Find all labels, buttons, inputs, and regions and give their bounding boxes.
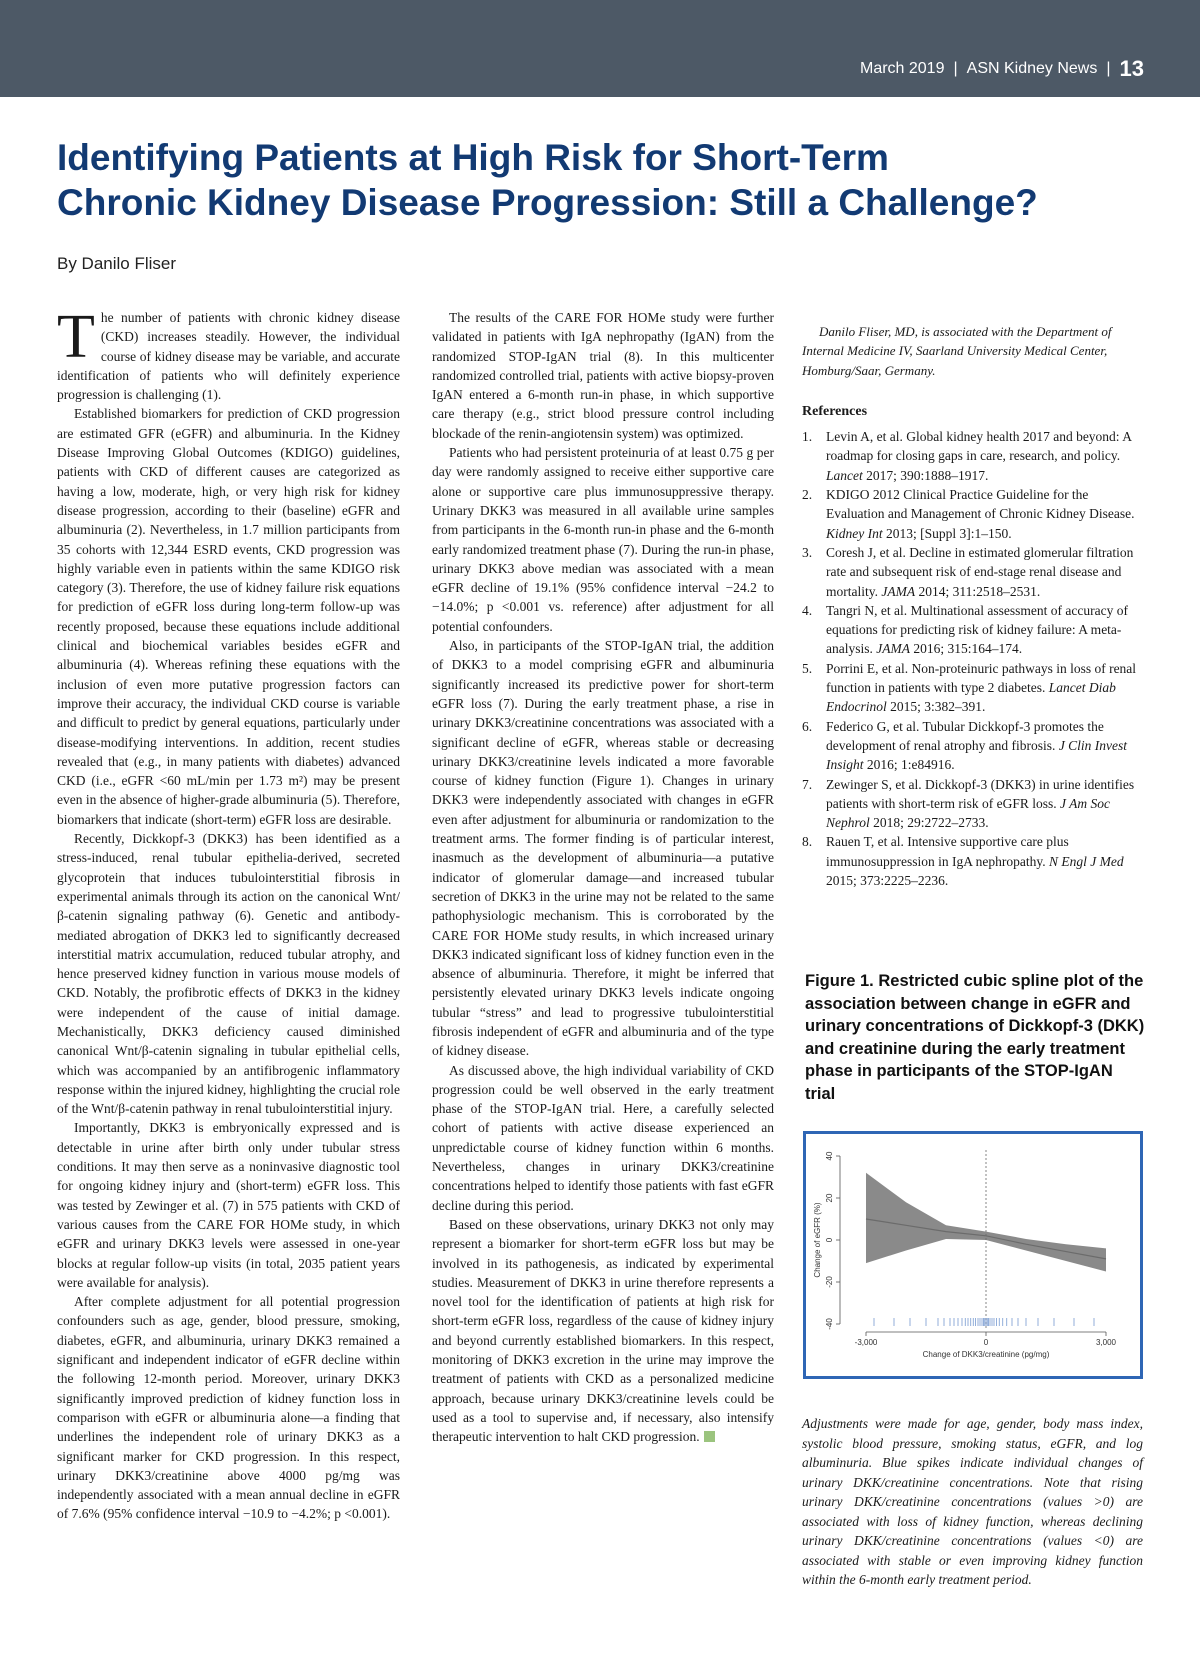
reference-citation: 2013; [Suppl 3]:1–150. — [882, 525, 1012, 541]
paragraph-10 — [432, 1215, 774, 1447]
y-tick-label: 0 — [825, 1237, 834, 1243]
paragraph-8: Also, in participants of the STOP-IgAN trial, the addition of DKK3 to a model comprising eGFR and albuminuria significantly increased its predictive power for short-term eGFR loss (7). During the early treatment phase, a rise in urinary DKK3/creatinine concentrations was associated with a significant decline of eGFR, whereas stable or decreasing urinary DKK3/creatinine levels indicated a more favorable course of kidney function (Figure 1). Changes in urinary DKK3 were independently associated with changes in eGFR even after adjustment for albuminuria or randomization to the treatment arms. The former finding is of particular interest, inasmuch as the development of albuminuria—a putative indicator of glomerular damage—and increased tubular secretion of DKK3 in the urine may not be related to the same pathophysiologic mechanism. This is corroborated by the CARE FOR HOMe study results, in which increased urinary DKK3 indicated significant loss of kidney function even in the absence of albuminuria. Therefore, it might be inferred that persistently elevated urinary DKK3 levels indicate ongoing tubular “stress” and lead to progressive tubulointerstitial fibrosis independent of eGFR and albuminuria and of the type of kidney disease. — [432, 638, 774, 1059]
reference-citation: 2015; 373:2225–2236. — [826, 873, 949, 889]
author-note: Danilo Fliser, MD, is associated with the Department of Internal Medicine IV, Saarland University Medical Center, Homburg/Saar, Germany. — [802, 324, 1112, 378]
publication-name: ASN Kidney News — [966, 60, 1098, 77]
byline: By Danilo Fliser — [57, 254, 177, 273]
reference-text: Zewinger S, et al. Dickkopf-3 (DKK3) in urine identifies patients with short-term risk of eGFR loss. — [826, 776, 1135, 811]
title-line-1: Identifying Patients at High Risk for Short-Term — [57, 137, 889, 178]
reference-citation: 2016; 315:164–174. — [909, 641, 1023, 657]
paragraph-9: As discussed above, the high individual variability of CKD progression could be well observed in the early treatment phase of the STOP-IgAN trial. Here, a carefully selected cohort of patients with active disease experienced an unpredictable course of kidney function within 6 months. Nevertheless, changes in urinary DKK3/creatinine concentrations helped to identify those patients with fast eGFR decline during this period. — [432, 1062, 774, 1213]
reference-item — [802, 659, 1143, 717]
reference-citation: 2017; 390:1888–1917. — [862, 467, 989, 483]
end-mark-icon — [704, 1431, 715, 1442]
reference-text: Levin A, et al. Global kidney health 2017 and beyond: A roadmap for closing gaps in care, research, and policy. — [826, 429, 1132, 464]
x-tick-label: 3,000 — [1095, 1338, 1117, 1347]
paragraph-5: After complete adjustment for all potential progression confounders such as age, gender, blood pressure, smoking, diabetes, eGFR, and albuminuria, urinary DKK3 remained a significant and independent indicator of eGFR decline within the following 12-month period. Moreover, urinary DKK3 significantly improved prediction of kidney function loss in comparison with eGFR or albuminuria alone—a finding that underlines the independent role of urinary DKK3 as a significant marker for CKD progression. In this respect, urinary DKK3/creatinine above 4000 pg/mg was independently associated with a mean annual decline in eGFR of 7.6% (95% confidence interval −10.9 to −4.2%; p <0.001). — [57, 1294, 400, 1522]
y-tick-label: 40 — [825, 1151, 834, 1161]
y-tick-label: -20 — [825, 1276, 834, 1288]
references-heading: References — [802, 403, 868, 419]
paragraph-1-text: he number of patients with chronic kidney disease (CKD) increases steadily. However, the individual course of kidney disease may be variable, and accurate identification of patients who will definitely experience progression is challenging (1). — [57, 310, 400, 403]
reference-item — [802, 832, 1143, 890]
figure-note: Adjustments were made for age, gender, body mass index, systolic blood pressure, smoking status, eGFR, and log albuminuria. Blue spikes indicate individual changes of urinary DKK/creatinine concentrations. Note that rising urinary DKK/creatinine concentrations (values >0) are associated with loss of kidney function, whereas declining urinary DKK/creatinine concentrations (values <0) are associated with stable or even improving kidney function within the 6-month early treatment period. — [802, 1416, 1143, 1587]
figure-1-chart — [803, 1131, 1143, 1379]
header-bar — [0, 0, 1200, 97]
reference-text: Porrini E, et al. Non-proteinuric pathways in loss of renal function in patients with type 2 diabetes. — [826, 660, 1137, 696]
folio — [860, 56, 1144, 82]
reference-number: 5. — [802, 660, 813, 676]
y-tick-label: -40 — [825, 1318, 834, 1330]
spline-plot — [806, 1134, 1140, 1376]
reference-text: Tangri N, et al. Multinational assessment of accuracy of equations for predicting risk of kidney failure: A meta-analysis. — [826, 602, 1128, 657]
reference-journal: Lancet Diab Endocrinol — [826, 680, 1116, 715]
reference-item — [802, 485, 1143, 543]
references-list — [802, 427, 1143, 890]
reference-journal: N Engl J Med — [1048, 853, 1124, 869]
folio-separator: | — [1106, 60, 1111, 77]
issue-date: March 2019 — [859, 60, 945, 77]
reference-number: 1. — [802, 429, 813, 445]
page-number: 13 — [1119, 56, 1144, 81]
reference-citation: 2016; 1:e84916. — [863, 757, 955, 773]
reference-item — [802, 427, 1143, 485]
paragraph-6: The results of the CARE FOR HOMe study were further validated in patients with IgA nephropathy (IgAN) from the randomized STOP-IgAN trial (8). In this multicenter randomized controlled trial, patients with active biopsy-proven IgAN entered a 6-month run-in phase, in which supportive care therapy (e.g., strict blood pressure control including blockade of the renin-angiotensin system) was optimized. — [432, 310, 774, 441]
reference-text: Federico G, et al. Tubular Dickkopf-3 promotes the development of renal atrophy and fibrosis. — [826, 718, 1104, 753]
reference-journal: J Am Soc Nephrol — [826, 795, 1110, 831]
reference-item — [802, 543, 1143, 601]
reference-journal: J Clin Invest Insight — [826, 737, 1128, 773]
title-line-2: Chronic Kidney Disease Progression: Still a Challenge? — [57, 182, 1038, 223]
folio-separator: | — [953, 60, 958, 77]
reference-item — [802, 601, 1143, 659]
reference-journal: Kidney Int — [826, 525, 883, 541]
paragraph-3: Recently, Dickkopf-3 (DKK3) has been identified as a stress-induced, renal tubular epithelia-derived, secreted glycoprotein that induces tubulointerstitial fibrosis in experimental animals through its action on the canonical Wnt/β-catenin signaling pathway (6). Genetic and antibody-mediated abrogation of DKK3 led to significantly decreased interstitial matrix accumulation, reduced tubular atrophy, and hence preserved kidney function in various mouse models of CKD. Notably, the profibrotic effects of DKK3 in the kidney were independent of the cause of initial damage. Mechanistically, DKK3 deficiency caused diminished canonical Wnt/β-catenin signaling in tubular epithelial cells, which was accompanied by an antifibrogenic inflammatory response within the injured kidney, highlighting the crucial role of the Wnt/β-catenin pathway in renal tubulointerstitial injury. — [57, 831, 400, 1117]
reference-item — [802, 775, 1143, 833]
reference-number: 8. — [802, 834, 813, 850]
reference-text: KDIGO 2012 Clinical Practice Guideline for the Evaluation and Management of Chronic Kidney Disease. — [826, 487, 1135, 522]
y-tick-label: 20 — [825, 1193, 834, 1203]
article-title — [57, 135, 1157, 225]
reference-number: 6. — [802, 718, 813, 734]
reference-number: 3. — [802, 544, 813, 560]
reference-number: 4. — [802, 602, 813, 618]
reference-journal: Lancet — [826, 467, 863, 483]
paragraph-7: Patients who had persistent proteinuria of at least 0.75 g per day were randomly assigned to receive either supportive care alone or supportive care plus immunosuppressive therapy. Urinary DKK3 was measured in all available urine samples from participants in the 6-month run-in phase and the 6-month early randomized treatment phase (7). During the run-in phase, urinary DKK3 above median was associated with a mean eGFR decline of 19.1% (95% confidence interval −24.2 to −14.0%; p <0.001 vs. reference) after adjustment for all potential confounders. — [432, 445, 774, 634]
x-tick-label: -3,000 — [854, 1338, 878, 1347]
reference-journal: JAMA — [876, 641, 910, 657]
reference-text: Rauen T, et al. Intensive supportive care plus immunosuppression in IgA nephropathy. — [826, 834, 1069, 869]
reference-citation: 2014; 311:2518–2531. — [915, 583, 1041, 599]
figure-caption: Figure 1. Restricted cubic spline plot of the association between change in eGFR and urinary concentrations of Dickkopf-3 (DKK) and creatinine during the early treatment phase in participants of the STOP-IgAN trial — [805, 972, 1145, 1103]
article-column-2 — [432, 308, 774, 1447]
reference-citation: 2015; 3:382–391. — [886, 699, 986, 715]
reference-number: 7. — [802, 776, 813, 792]
reference-citation: 2018; 29:2722–2733. — [869, 815, 989, 831]
paragraph-4: Importantly, DKK3 is embryonically expressed and is detectable in urine after birth only under tubular stress conditions. It may then serve as a noninvasive diagnostic tool for ongoing kidney injury and (short-term) eGFR loss. This was tested by Zewinger et al. (7) in 575 patients with CKD of various causes from the CARE FOR HOMe study, in which eGFR and urinary DKK3 levels were assessed in one-year blocks at regular follow-up visits (in total, 2035 patient years were available for analysis). — [57, 1120, 400, 1290]
reference-item — [802, 717, 1143, 775]
x-tick-label: 0 — [983, 1338, 989, 1347]
drop-cap: T — [57, 303, 95, 371]
reference-text: Coresh J, et al. Decline in estimated glomerular filtration rate and subsequent risk of end-stage renal disease and mortality. — [826, 544, 1134, 599]
paragraph-1 — [57, 303, 400, 404]
paragraph-10-text: Based on these observations, urinary DKK3 not only may represent a biomarker for short-term eGFR loss but may be involved in its pathogenesis, as indicated by experimental studies. Measurement of DKK3 in urine therefore represents a novel tool for the identification of patients at high risk for short-term eGFR loss, regardless of the cause of kidney injury and beyond currently established biomarkers. In this respect, monitoring of DKK3 excretion in the urine may improve the treatment of patients with CKD as a personalized medicine approach, because urinary DKK3/creatinine levels could be used as a tool to supervise and, if necessary, also intensify therapeutic intervention to halt CKD progression. — [432, 1216, 774, 1445]
reference-journal: JAMA — [881, 583, 916, 599]
y-axis-label: Change of eGFR (%) — [813, 1202, 822, 1278]
article-column-3 — [802, 308, 1143, 890]
article-column-1 — [57, 303, 400, 1524]
paragraph-2: Established biomarkers for prediction of CKD progression are estimated GFR (eGFR) and albuminuria. In the Kidney Disease Improving Global Outcomes (KDIGO) guidelines, patients with CKD of different causes are categorized as having a low, moderate, high, or very high risk for kidney disease progression, according to their (baseline) eGFR and albuminuria (2). Nevertheless, in 1.7 million participants from 35 cohorts with 12,344 ESRD events, CKD progression was highly variable even in patients within the same KDIGO risk category (3). Therefore, the use of kidney failure risk equations for prediction of eGFR loss during long-term follow-up was recently proposed, because these equations include additional clinical and biochemical variables besides eGFR and albuminuria (4). Whereas refining these equations with the inclusion of even more putative progression factors can improve their accuracy, the individual CKD course is variable and difficult to predict by general equations, particularly under disease-modifying interventions. In addition, recent studies revealed that (e.g., in many patients with diabetes) advanced CKD (i.e., eGFR <60 mL/min per 1.73 m²) may be present even in the absence of higher-grade albuminuria (5). Therefore, biomarkers that indicate (short-term) eGFR loss are desirable. — [57, 406, 400, 827]
x-axis-label: Change of DKK3/creatinine (pg/mg) — [922, 1350, 1050, 1359]
reference-number: 2. — [802, 487, 813, 503]
